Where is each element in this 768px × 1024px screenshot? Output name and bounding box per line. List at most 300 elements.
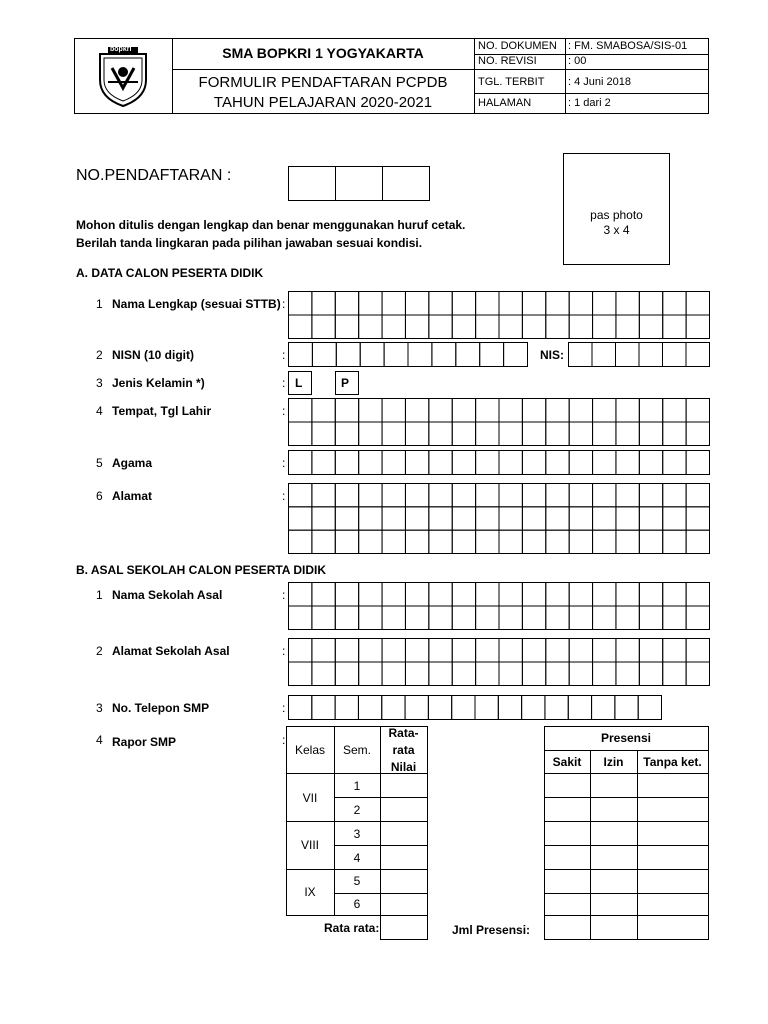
header-divider-meta (474, 38, 475, 114)
char-box (499, 451, 522, 475)
char-box (499, 399, 522, 423)
char-box (616, 315, 639, 339)
field-number: 6 (96, 489, 103, 503)
label-alamat-sekolah-asal: Alamat Sekolah Asal (112, 644, 230, 658)
char-box (312, 696, 335, 720)
char-box (429, 530, 452, 553)
char-box (546, 606, 569, 630)
char-box (616, 292, 639, 316)
char-box (639, 343, 663, 367)
char-box (663, 422, 686, 446)
char-box (289, 606, 312, 630)
char-box (569, 507, 592, 530)
char-box (639, 315, 662, 339)
kelas-vii: VII (302, 791, 318, 805)
char-box (359, 292, 382, 316)
char-box (476, 422, 499, 446)
rapor-line (380, 939, 428, 940)
char-box (499, 639, 522, 663)
char-box (382, 292, 405, 316)
char-box (289, 292, 312, 316)
char-box (593, 530, 616, 553)
field-number: 3 (96, 701, 103, 715)
semester-4: 4 (353, 851, 361, 865)
char-box (546, 583, 569, 607)
label-nama-lengkap: Nama Lengkap (sesuai STTB) (112, 297, 281, 311)
char-box (382, 583, 405, 607)
char-box (616, 484, 639, 507)
char-box (499, 292, 522, 316)
char-box (452, 484, 475, 507)
char-box (289, 315, 312, 339)
char-box (452, 662, 475, 686)
char-box (663, 292, 686, 316)
char-box (429, 662, 452, 686)
char-box (569, 639, 592, 663)
char-box (476, 451, 499, 475)
char-box (452, 507, 475, 530)
semester-5: 5 (353, 874, 361, 888)
char-box (616, 606, 639, 630)
char-box (312, 639, 335, 663)
char-box (546, 292, 569, 316)
char-box (476, 606, 499, 630)
char-box (639, 583, 662, 607)
char-box (522, 399, 545, 423)
rapor-line (286, 869, 428, 870)
char-box (546, 399, 569, 423)
char-box (429, 583, 452, 607)
char-box (663, 639, 686, 663)
kelas-viii: VIII (300, 838, 319, 852)
char-box (384, 343, 408, 367)
char-box (615, 696, 638, 720)
char-box (593, 451, 616, 475)
char-box (475, 696, 498, 720)
char-box (289, 399, 312, 423)
photo-label-line1: pas photo (590, 208, 643, 222)
presensi-line (544, 893, 709, 894)
input-alamat[interactable] (288, 483, 710, 559)
char-box (686, 484, 709, 507)
char-box (359, 583, 382, 607)
input-no-telepon-smp[interactable] (288, 695, 662, 725)
char-box (686, 422, 709, 446)
char-box (312, 292, 335, 316)
registration-box[interactable] (289, 167, 336, 201)
char-box (382, 422, 405, 446)
colon: : (282, 588, 286, 602)
char-box (405, 606, 428, 630)
registration-number-boxes (288, 166, 430, 201)
colon: : (282, 644, 286, 658)
char-box (335, 583, 358, 607)
char-box (405, 484, 428, 507)
char-box (663, 399, 686, 423)
field-number: 5 (96, 456, 103, 470)
meta-value-terbit: : 4 Juni 2018 (568, 76, 631, 88)
char-box (428, 696, 451, 720)
char-box (429, 451, 452, 475)
char-box (639, 530, 662, 553)
label-nama-sekolah-asal: Nama Sekolah Asal (112, 588, 223, 602)
char-box (616, 343, 640, 367)
presensi-line (544, 726, 709, 727)
field-number: 2 (96, 348, 103, 362)
char-box (452, 530, 475, 553)
char-box (616, 530, 639, 553)
char-box (522, 451, 545, 475)
char-box (476, 292, 499, 316)
gender-p-label: P (341, 376, 350, 390)
char-box (593, 484, 616, 507)
char-box (429, 639, 452, 663)
char-box (569, 315, 592, 339)
char-box (382, 662, 405, 686)
registration-box[interactable] (336, 167, 383, 201)
char-box (569, 530, 592, 553)
char-box (335, 639, 358, 663)
char-box (546, 451, 569, 475)
char-box (289, 696, 312, 720)
char-box (335, 315, 358, 339)
char-box (663, 315, 686, 339)
kelas-ix: IX (304, 885, 316, 899)
char-box (504, 343, 528, 367)
colon: : (282, 456, 286, 470)
char-box (522, 662, 545, 686)
char-box (569, 583, 592, 607)
char-box (616, 399, 639, 423)
char-box (499, 315, 522, 339)
input-agama[interactable] (288, 450, 710, 480)
char-box (639, 662, 662, 686)
field-number: 4 (96, 404, 103, 418)
col-rata-line3: Nilai (390, 760, 417, 774)
char-box (382, 399, 405, 423)
char-box (522, 422, 545, 446)
col-rata-line2: rata (392, 743, 415, 757)
char-box (569, 399, 592, 423)
char-box (593, 507, 616, 530)
char-box (569, 343, 593, 367)
rapor-line (334, 893, 428, 894)
input-tempat-tgl-lahir[interactable] (288, 398, 710, 451)
character-grid (568, 342, 710, 367)
char-box (289, 662, 312, 686)
char-box (382, 451, 405, 475)
char-box (476, 583, 499, 607)
char-box (405, 662, 428, 686)
char-box (686, 507, 709, 530)
input-nama-sekolah-asal[interactable] (288, 582, 710, 635)
char-box (522, 484, 545, 507)
colon: : (282, 297, 286, 311)
char-box (452, 422, 475, 446)
registration-label: NO.PENDAFTARAN : (76, 167, 232, 184)
meta-key-dokumen: NO. DOKUMEN (478, 40, 557, 52)
input-nama-lengkap[interactable] (288, 291, 710, 344)
character-grid (288, 483, 710, 554)
char-box (360, 343, 384, 367)
presensi-line (544, 915, 709, 916)
char-box (522, 583, 545, 607)
presensi-line (544, 797, 709, 798)
char-box (593, 422, 616, 446)
char-box (312, 451, 335, 475)
char-box (569, 292, 592, 316)
char-box (405, 530, 428, 553)
char-box (593, 399, 616, 423)
char-box (476, 484, 499, 507)
meta-divider (565, 38, 566, 114)
char-box (359, 639, 382, 663)
school-logo (92, 44, 154, 108)
character-grid (288, 638, 710, 686)
char-box (639, 451, 662, 475)
char-box (639, 399, 662, 423)
character-grid (288, 695, 662, 720)
char-box (569, 451, 592, 475)
colon: : (282, 489, 286, 503)
presensi-line (544, 869, 709, 870)
char-box (686, 315, 709, 339)
col-izin: Izin (603, 755, 624, 769)
char-box (546, 530, 569, 553)
char-box (335, 422, 358, 446)
label-alamat: Alamat (112, 489, 153, 503)
input-nis[interactable] (568, 342, 710, 372)
char-box (476, 530, 499, 553)
char-box (405, 639, 428, 663)
char-box (686, 399, 709, 423)
meta-key-revisi: NO. REVISI (478, 55, 537, 67)
char-box (429, 422, 452, 446)
meta-value-revisi: : 00 (568, 55, 587, 67)
char-box (638, 696, 661, 720)
photo-label-line2: 3 x 4 (603, 223, 630, 237)
rapor-line (380, 726, 381, 940)
col-sem: Sem. (342, 743, 371, 757)
character-grid (288, 398, 710, 446)
char-box (593, 292, 616, 316)
semester-6: 6 (353, 897, 361, 911)
char-box (335, 451, 358, 475)
registration-box[interactable] (383, 167, 430, 201)
char-box (476, 507, 499, 530)
char-box (522, 292, 545, 316)
char-box (476, 662, 499, 686)
nis-label: NIS: (540, 348, 564, 362)
char-box (289, 583, 312, 607)
semester-2: 2 (353, 803, 361, 817)
char-box (312, 583, 335, 607)
char-box (312, 399, 335, 423)
char-box (686, 530, 709, 553)
rapor-line (286, 821, 428, 822)
char-box (429, 507, 452, 530)
col-tanpa-ket: Tanpa ket. (643, 755, 702, 769)
char-box (452, 315, 475, 339)
char-box (382, 696, 405, 720)
instruction-line2: Berilah tanda lingkaran pada pilihan jawaban sesuai kondisi. (76, 236, 423, 250)
char-box (546, 422, 569, 446)
rapor-line (286, 915, 428, 916)
char-box (546, 315, 569, 339)
char-box (686, 451, 709, 475)
char-box (289, 507, 312, 530)
char-box (593, 662, 616, 686)
colon: : (282, 376, 286, 390)
char-box (686, 583, 709, 607)
presensi-line (544, 750, 709, 751)
char-box (522, 639, 545, 663)
colon: : (282, 348, 286, 362)
school-name: SMA BOPKRI 1 YOGYAKARTA (222, 45, 424, 61)
presensi-line (637, 750, 638, 940)
char-box (568, 696, 591, 720)
char-box (592, 343, 616, 367)
label-agama: Agama (112, 456, 153, 470)
char-box (335, 399, 358, 423)
char-box (686, 662, 709, 686)
semester-3: 3 (353, 827, 361, 841)
char-box (336, 343, 360, 367)
char-box (452, 292, 475, 316)
char-box (522, 315, 545, 339)
col-sakit: Sakit (552, 755, 582, 769)
logo-text: bopkri (110, 46, 132, 53)
char-box (499, 507, 522, 530)
char-box (335, 530, 358, 553)
char-box (663, 451, 686, 475)
char-box (569, 662, 592, 686)
char-box (359, 315, 382, 339)
char-box (499, 484, 522, 507)
char-box (335, 484, 358, 507)
char-box (616, 583, 639, 607)
rata-rata-label: Rata rata: (324, 921, 380, 935)
input-nisn[interactable] (288, 342, 528, 372)
char-box (686, 606, 709, 630)
label-rapor-smp: Rapor SMP (112, 735, 177, 749)
char-box (546, 662, 569, 686)
presensi-line (544, 939, 709, 940)
char-box (593, 606, 616, 630)
char-box (546, 639, 569, 663)
label-jenis-kelamin: Jenis Kelamin *) (112, 376, 205, 390)
char-box (476, 399, 499, 423)
char-box (382, 606, 405, 630)
presensi-line (590, 750, 591, 940)
label-nisn: NISN (10 digit) (112, 348, 195, 362)
char-box (546, 484, 569, 507)
char-box (616, 451, 639, 475)
char-box (335, 662, 358, 686)
char-box (616, 662, 639, 686)
char-box (452, 399, 475, 423)
char-box (289, 484, 312, 507)
char-box (382, 530, 405, 553)
input-alamat-sekolah-asal[interactable] (288, 638, 710, 691)
char-box (289, 451, 312, 475)
char-box (616, 507, 639, 530)
char-box (456, 343, 480, 367)
char-box (593, 583, 616, 607)
rapor-line (334, 797, 428, 798)
char-box (359, 422, 382, 446)
char-box (639, 639, 662, 663)
field-number: 1 (96, 588, 103, 602)
char-box (429, 315, 452, 339)
form-title-line2: TAHUN PELAJARAN 2020-2021 (213, 94, 433, 111)
char-box (545, 696, 568, 720)
char-box (405, 399, 428, 423)
char-box (382, 484, 405, 507)
char-box (335, 696, 358, 720)
char-box (289, 422, 312, 446)
field-number: 4 (96, 733, 103, 747)
form-title-line1: FORMULIR PENDAFTARAN PCPDB (198, 74, 448, 91)
char-box (498, 696, 521, 720)
char-box (358, 696, 381, 720)
char-box (312, 343, 336, 367)
char-box (429, 399, 452, 423)
char-box (359, 507, 382, 530)
char-box (312, 422, 335, 446)
colon: : (282, 733, 286, 747)
char-box (359, 451, 382, 475)
char-box (312, 530, 335, 553)
char-box (452, 583, 475, 607)
char-box (335, 292, 358, 316)
char-box (616, 422, 639, 446)
presensi-title: Presensi (600, 731, 652, 745)
char-box (312, 507, 335, 530)
meta-key-halaman: HALAMAN (478, 97, 532, 109)
presensi-line (708, 726, 709, 940)
presensi-line (544, 845, 709, 846)
meta-value-halaman: : 1 dari 2 (568, 97, 611, 109)
char-box (405, 507, 428, 530)
char-box (663, 343, 687, 367)
char-box (686, 292, 709, 316)
char-box (522, 696, 545, 720)
char-box (639, 507, 662, 530)
char-box (639, 422, 662, 446)
char-box (522, 606, 545, 630)
char-box (663, 507, 686, 530)
label-tempat-tgl-lahir: Tempat, Tgl Lahir (112, 404, 212, 418)
char-box (359, 399, 382, 423)
char-box (480, 343, 504, 367)
char-box (499, 606, 522, 630)
instruction-line1: Mohon ditulis dengan lengkap dan benar menggunakan huruf cetak. (76, 218, 466, 232)
char-box (289, 530, 312, 553)
char-box (408, 343, 432, 367)
char-box (359, 606, 382, 630)
char-box (476, 315, 499, 339)
presensi-line (544, 821, 709, 822)
char-box (499, 662, 522, 686)
char-box (359, 662, 382, 686)
char-box (569, 606, 592, 630)
col-kelas: Kelas (294, 743, 326, 757)
col-rata-line1: Rata- (388, 726, 419, 740)
char-box (522, 507, 545, 530)
char-box (452, 696, 475, 720)
char-box (499, 422, 522, 446)
